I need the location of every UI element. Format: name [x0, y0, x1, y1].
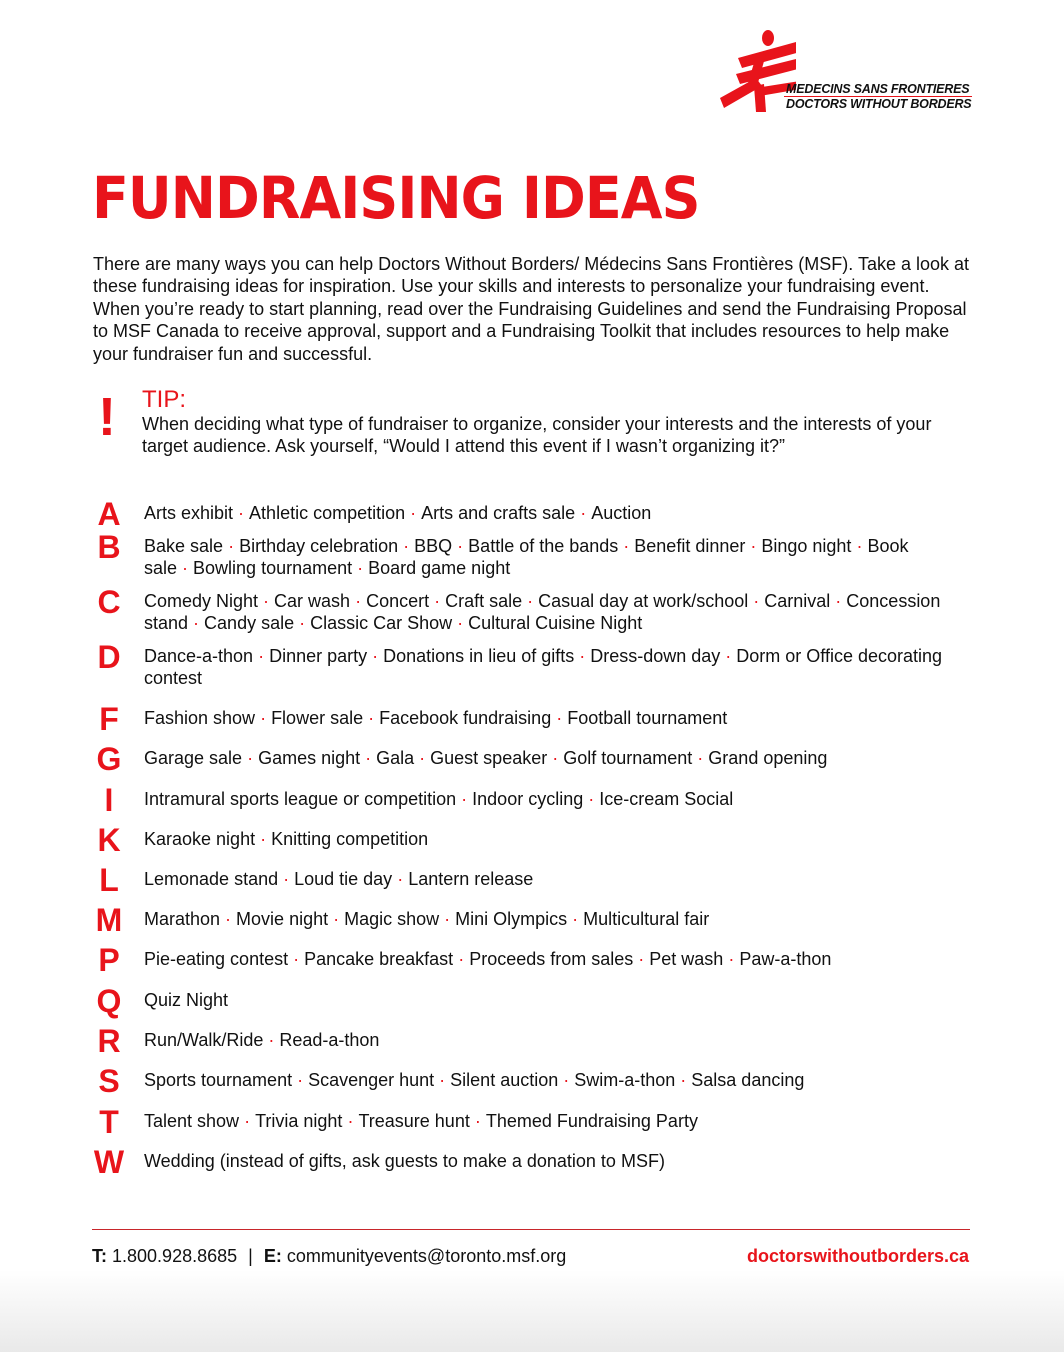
idea-items	[144, 1150, 962, 1172]
separator-dot: ·	[419, 748, 426, 768]
letter-heading: G	[96, 741, 122, 777]
footer-divider	[92, 1229, 970, 1230]
idea-items	[144, 948, 962, 970]
idea-items	[144, 868, 962, 890]
idea-item: Classic Car Show	[310, 613, 453, 634]
idea-item: Magic show	[344, 909, 440, 929]
idea-item: Grand opening	[708, 748, 828, 768]
idea-item: BBQ	[414, 536, 453, 556]
idea-item: Donations in lieu of gifts	[383, 646, 575, 666]
separator-dot: ·	[355, 591, 362, 611]
letter-heading: F	[99, 701, 119, 737]
separator-dot: ·	[347, 1111, 354, 1131]
separator-dot: ·	[368, 708, 375, 728]
separator-dot: ·	[750, 536, 757, 556]
idea-items	[144, 747, 962, 769]
logo-divider	[784, 96, 972, 97]
separator-dot: ·	[372, 646, 379, 666]
idea-item: Dress-down day	[590, 646, 721, 666]
letter-heading: M	[95, 902, 123, 938]
separator-dot: ·	[856, 536, 863, 556]
separator-dot: ·	[725, 646, 732, 666]
letter-heading: L	[99, 862, 119, 898]
idea-item: Swim-a-thon	[574, 1070, 676, 1090]
idea-items	[144, 1029, 962, 1051]
idea-item: Guest speaker	[430, 748, 548, 768]
separator-dot: ·	[444, 909, 451, 929]
idea-item: Car wash	[274, 591, 351, 611]
separator-dot: ·	[552, 748, 559, 768]
idea-item: Silent auction	[450, 1070, 559, 1090]
separator-dot: ·	[299, 613, 306, 634]
separator-dot: ·	[638, 949, 645, 969]
idea-item: Dorm or Office decorating contest	[144, 646, 943, 689]
idea-item: Cultural Cuisine Night	[468, 613, 643, 634]
separator-dot: ·	[403, 536, 410, 556]
separator-dot: ·	[680, 1070, 687, 1090]
idea-item: Comedy Night	[144, 591, 259, 611]
idea-item: Bingo night	[761, 536, 852, 556]
separator-dot: ·	[439, 1070, 446, 1090]
tip-body: When deciding what type of fundraiser to organize, consider your interests and the interests of your target audience. Ask yourself, “Would I attend this event if I wasn’t organizing it?”	[142, 414, 932, 457]
separator-dot: ·	[457, 613, 464, 634]
idea-item: Bowling tournament	[193, 558, 353, 579]
idea-item: Intramural sports league or competition	[144, 789, 457, 809]
separator-dot: ·	[563, 1070, 570, 1090]
idea-item: Knitting competition	[271, 829, 429, 849]
exclamation-icon: !	[98, 387, 116, 447]
separator-dot: ·	[293, 949, 300, 969]
idea-item: Run/Walk/Ride	[144, 1030, 264, 1050]
idea-item: Board game night	[368, 558, 511, 579]
idea-item: Auction	[591, 503, 652, 523]
idea-items	[144, 828, 962, 850]
idea-item: Dinner party	[269, 646, 368, 666]
separator-dot: ·	[527, 591, 534, 611]
idea-item: Birthday celebration	[239, 536, 399, 556]
separator-dot: ·	[244, 1111, 251, 1131]
idea-item: Themed Fundraising Party	[485, 1111, 698, 1131]
idea-item: Ice-cream Social	[599, 789, 734, 809]
separator-dot: ·	[228, 536, 235, 556]
separator-dot: ·	[753, 591, 760, 611]
separator-dot: ·	[835, 591, 842, 611]
footer-contact	[92, 1246, 566, 1267]
separator-dot: ·	[457, 536, 464, 556]
idea-item: Fashion show	[144, 708, 256, 728]
idea-item: Lantern release	[408, 869, 534, 889]
idea-items	[144, 908, 962, 930]
separator-dot: ·	[697, 748, 704, 768]
email-label: E:	[263, 1246, 282, 1266]
idea-item: Candy sale	[204, 613, 295, 634]
idea-items	[144, 502, 962, 524]
idea-item: Pet wash	[649, 949, 724, 969]
idea-item: Loud tie day	[294, 869, 393, 889]
idea-items	[144, 1110, 962, 1132]
idea-item: Bake sale	[144, 536, 224, 556]
email-link[interactable]: communityevents@toronto.msf.org	[286, 1246, 567, 1266]
separator-dot: ·	[357, 558, 364, 579]
idea-item: Casual day at work/school	[538, 591, 749, 611]
letter-heading: K	[97, 822, 121, 858]
letter-heading: W	[93, 1144, 125, 1180]
separator-dot: ·	[461, 789, 468, 809]
idea-item: Scavenger hunt	[308, 1070, 435, 1090]
separator-dot: ·	[579, 646, 586, 666]
separator-dot: ·	[410, 503, 417, 523]
idea-items	[144, 707, 962, 729]
idea-item: Flower sale	[271, 708, 364, 728]
idea-item: Pancake breakfast	[304, 949, 454, 969]
idea-item: Lemonade stand	[144, 869, 279, 889]
idea-item: Indoor cycling	[472, 789, 584, 809]
tip-heading: TIP:	[142, 386, 187, 413]
idea-item: Carnival	[764, 591, 831, 611]
letter-heading: P	[98, 942, 120, 978]
letter-heading: S	[98, 1063, 120, 1099]
letter-heading: Q	[96, 983, 122, 1019]
separator-dot: ·	[263, 591, 270, 611]
idea-item: Paw-a-thon	[739, 949, 832, 969]
idea-item: Gala	[376, 748, 415, 768]
letter-heading: T	[99, 1104, 119, 1140]
idea-item: Wedding (instead of gifts, ask guests to make a donation to MSF)	[144, 1151, 665, 1171]
idea-item: Battle of the bands	[468, 536, 619, 556]
phone-number[interactable]: 1.800.928.8685	[112, 1246, 238, 1266]
separator-dot: ·	[283, 869, 290, 889]
website-link[interactable]: doctorswithoutborders.ca	[746, 1246, 969, 1266]
idea-item: Mini Olympics	[455, 909, 568, 929]
separator-dot: ·	[297, 1070, 304, 1090]
separator-dot: ·	[434, 591, 441, 611]
footer-separator: |	[248, 1246, 253, 1266]
separator-dot: ·	[728, 949, 735, 969]
separator-dot: ·	[572, 909, 579, 929]
idea-item: Trivia night	[255, 1111, 343, 1131]
letter-heading: D	[97, 639, 121, 675]
separator-dot: ·	[225, 909, 232, 929]
idea-item: Athletic competition	[249, 503, 406, 523]
idea-item: Read-a-thon	[279, 1030, 380, 1050]
page-title: FUNDRAISING IDEAS	[92, 164, 700, 232]
separator-dot: ·	[588, 789, 595, 809]
idea-item: Football tournament	[567, 708, 728, 728]
idea-item: Golf tournament	[563, 748, 693, 768]
idea-item: Games night	[258, 748, 361, 768]
idea-item: Multicultural fair	[583, 909, 710, 929]
separator-dot: ·	[238, 503, 245, 523]
idea-item: Treasure hunt	[358, 1111, 470, 1131]
separator-dot: ·	[182, 558, 189, 579]
separator-dot: ·	[258, 646, 265, 666]
idea-item: Pie-eating contest	[144, 949, 289, 969]
separator-dot: ·	[365, 748, 372, 768]
separator-dot: ·	[580, 503, 587, 523]
idea-item: Sports tournament	[144, 1070, 293, 1090]
separator-dot: ·	[193, 613, 200, 634]
letter-heading: R	[97, 1023, 121, 1059]
idea-items	[144, 535, 962, 580]
idea-items	[144, 590, 962, 635]
idea-item: Concession stand	[144, 591, 941, 634]
separator-dot: ·	[623, 536, 630, 556]
separator-dot: ·	[556, 708, 563, 728]
separator-dot: ·	[260, 829, 267, 849]
idea-item: Arts exhibit	[144, 503, 234, 523]
phone-label: T:	[92, 1246, 107, 1266]
idea-items	[144, 989, 962, 1011]
letter-heading: B	[97, 529, 121, 565]
msf-logo	[716, 28, 976, 114]
letter-heading: C	[97, 584, 121, 620]
idea-item: Garage sale	[144, 748, 243, 768]
idea-item: Dance-a-thon	[144, 646, 254, 666]
idea-item: Movie night	[236, 909, 329, 929]
idea-item: Quiz Night	[144, 990, 229, 1010]
idea-item: Facebook fundraising	[379, 708, 552, 728]
separator-dot: ·	[458, 949, 465, 969]
idea-item: Proceeds from sales	[469, 949, 634, 969]
idea-item: Arts and crafts sale	[421, 503, 576, 523]
idea-items	[144, 788, 962, 810]
separator-dot: ·	[397, 869, 404, 889]
logo-line-2: DOCTORS WITHOUT BORDERS	[786, 97, 972, 111]
separator-dot: ·	[268, 1030, 275, 1050]
idea-items	[144, 645, 962, 690]
idea-item: Talent show	[144, 1111, 240, 1131]
idea-item: Craft sale	[445, 591, 523, 611]
separator-dot: ·	[247, 748, 254, 768]
intro-paragraph: There are many ways you can help Doctors Without Borders/ Médecins Sans Frontières (MSF). Take a look at these fundraising ideas for inspiration. Use your skills and interests to personalize your fundraising event. When you’re ready to start planning, read over the Fundraising Guidelines and send the Fundraising Proposal to MSF Canada to receive approval, support and a Fundraising Toolkit that includes resources to help make your fundraiser fun and successful.	[93, 254, 970, 364]
idea-item: Book sale	[144, 536, 909, 579]
idea-item: Marathon	[144, 909, 221, 929]
idea-item: Concert	[366, 591, 430, 611]
running-man-icon	[716, 28, 796, 114]
logo-line-1: MEDECINS SANS FRONTIERES	[786, 82, 970, 96]
idea-items	[144, 1069, 962, 1091]
idea-item: Karaoke night	[144, 829, 256, 849]
separator-dot: ·	[474, 1111, 481, 1131]
letter-heading: A	[97, 496, 121, 532]
idea-item: Salsa dancing	[691, 1070, 805, 1090]
letter-heading: I	[104, 782, 114, 818]
separator-dot: ·	[333, 909, 340, 929]
idea-item: Benefit dinner	[634, 536, 746, 556]
separator-dot: ·	[260, 708, 267, 728]
